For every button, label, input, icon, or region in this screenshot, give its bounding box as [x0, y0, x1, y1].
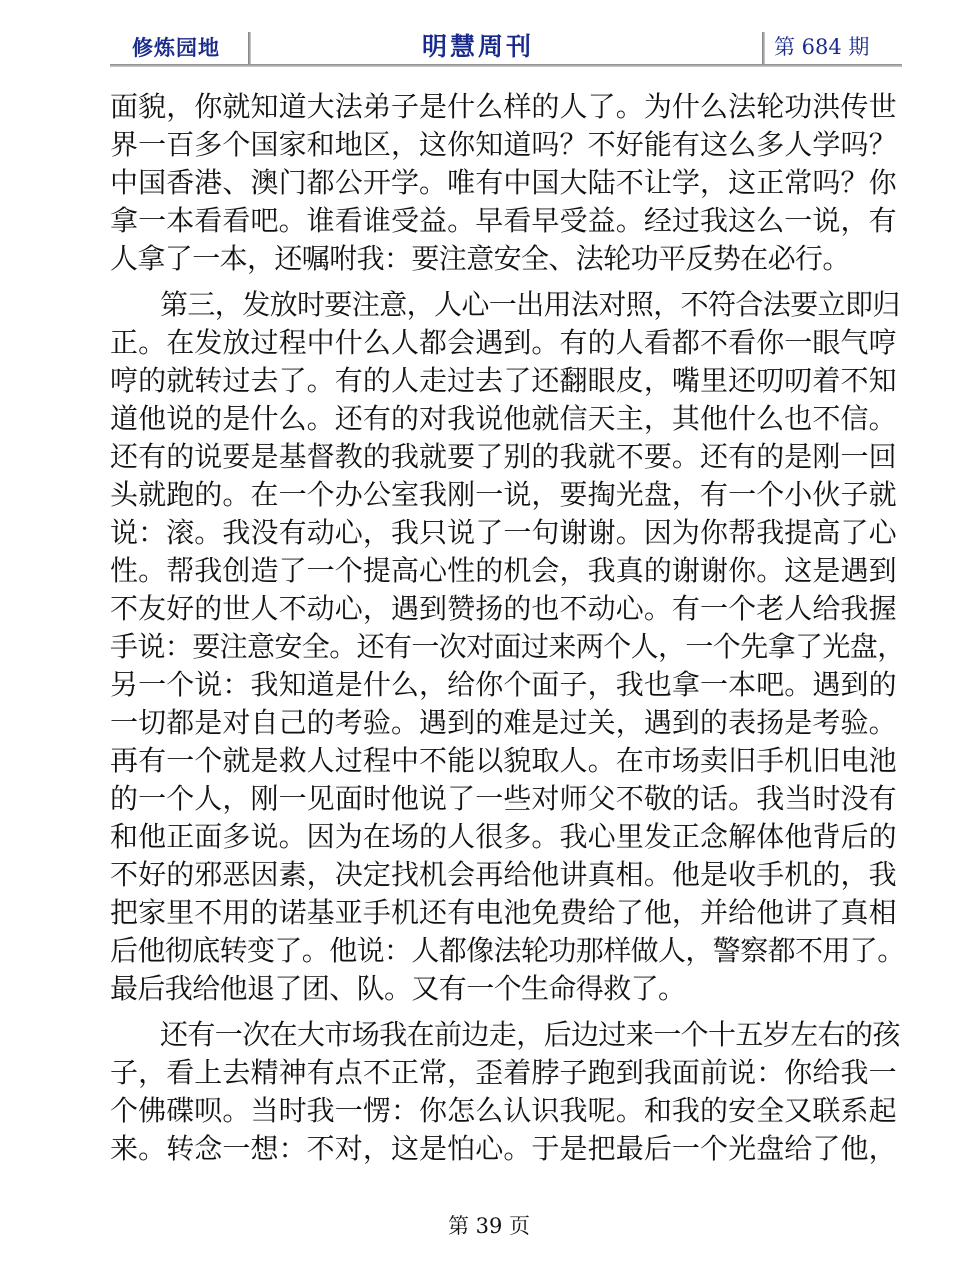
header-rule: [110, 64, 902, 67]
text-line: 正。在发放过程中什么人都会遇到。有的人看都不看你一眼气哼: [110, 326, 896, 359]
text-line: 把家里不用的诺基亚手机还有电池免费给了他，并给他讲了真相: [110, 896, 896, 929]
text-line: 面貌，你就知道大法弟子是什么样的人了。为什么法轮功洪传世: [110, 90, 896, 123]
header-divider: [762, 32, 765, 65]
text-line: 中国香港、澳门都公开学。唯有中国大陆不让学，这正常吗？你: [110, 166, 896, 199]
header-divider: [248, 32, 251, 65]
text-line: 头就跑的。在一个办公室我刚一说，要掏光盘，有一个小伙子就: [110, 478, 896, 511]
paragraph: [110, 88, 896, 278]
page-header: [110, 24, 900, 66]
text-line: 说：滚。我没有动心，我只说了一句谢谢。因为你帮我提高了心: [110, 516, 896, 549]
text-line: 界一百多个国家和地区，这你知道吗？不好能有这么多人学吗？: [110, 128, 896, 161]
text-line: 一切都是对自己的考验。遇到的难是过关，遇到的表扬是考验。: [110, 706, 896, 739]
page-number: 第 39 页: [447, 1214, 531, 1238]
text-line: 不友好的世人不动心，遇到赞扬的也不动心。有一个老人给我握: [110, 592, 896, 625]
text-line: 还有的说要是基督教的我就要了别的我就不要。还有的是刚一回: [110, 440, 896, 473]
text-line: 来。转念一想：不对，这是怕心。于是把最后一个光盘给了他，: [110, 1132, 896, 1165]
text-line: 后他彻底转变了。他说：人都像法轮功那样做人，警察都不用了。: [110, 934, 905, 967]
text-line: 的一个人，刚一见面时他说了一些对师父不敬的话。我当时没有: [110, 782, 896, 815]
text-line: 第三，发放时要注意，人心一出用法对照，不符合法要立即归: [160, 288, 900, 321]
text-line: 不好的邪恶因素，决定找机会再给他讲真相。他是收手机的，我: [110, 858, 896, 891]
text-line: 最后我给他退了团、队。又有一个生命得救了。: [110, 972, 686, 1005]
text-line: 个佛碟呗。当时我一愣：你怎么认识我呢。和我的安全又联系起: [110, 1094, 896, 1127]
text-line: 手说：要注意安全。还有一次对面过来两个人，一个先拿了光盘，: [110, 630, 905, 663]
text-line: 拿一本看看吧。谁看谁受益。早看早受益。经过我这么一说，有: [110, 204, 896, 237]
text-line: 还有一次在大市场我在前边走，后边过来一个十五岁左右的孩: [160, 1018, 900, 1051]
publication-title: 明慧周刊: [422, 32, 535, 61]
text-line: 道他说的是什么。还有的对我说他就信天主，其他什么也不信。: [110, 402, 896, 435]
header-section-name: 修炼园地: [132, 36, 220, 60]
text-line: 和他正面多说。因为在场的人很多。我心里发正念解体他背后的: [110, 820, 896, 853]
issue-number: 第 684 期: [774, 35, 870, 59]
text-line: 人拿了一本，还嘱咐我：要注意安全、法轮功平反势在必行。: [110, 242, 850, 275]
article-body: [110, 88, 905, 1168]
text-line: 哼的就转过去了。有的人走过去了还翻眼皮，嘴里还叨叨着不知: [110, 364, 896, 397]
text-line: 另一个说：我知道是什么，给你个面子，我也拿一本吧。遇到的: [110, 668, 896, 701]
text-line: 再有一个就是救人过程中不能以貌取人。在市场卖旧手机旧电池: [110, 744, 896, 777]
paragraph: [110, 286, 905, 1008]
paragraph: [110, 1016, 900, 1168]
text-line: 子，看上去精神有点不正常，歪着脖子跑到我面前说：你给我一: [110, 1056, 896, 1089]
text-line: 性。帮我创造了一个提高心性的机会，我真的谢谢你。这是遇到: [110, 554, 896, 587]
